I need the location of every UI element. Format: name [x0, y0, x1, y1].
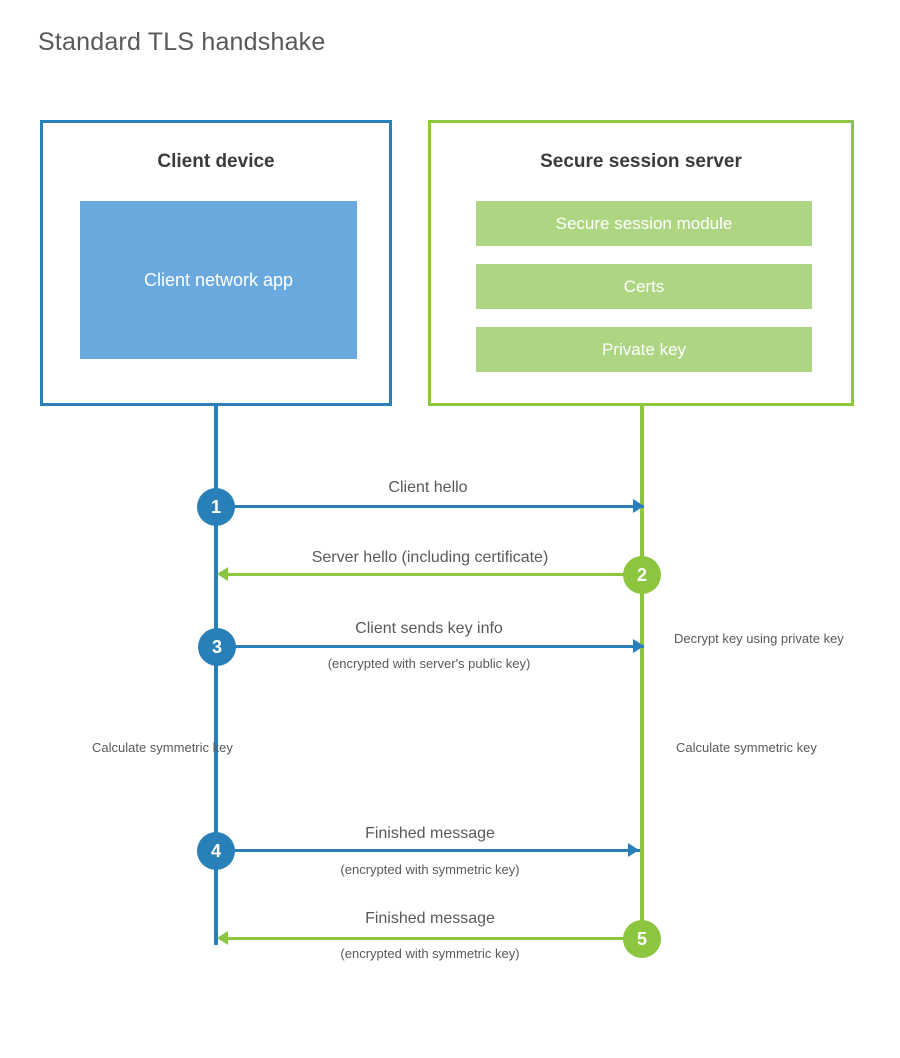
client-device-title: Client device: [157, 151, 275, 172]
server-component-certs: Certs: [476, 264, 812, 309]
message-sublabel-step-5: (encrypted with symmetric key): [340, 946, 520, 961]
arrow-head-step-1: [633, 499, 644, 513]
step-marker-1: 1: [197, 488, 235, 526]
arrow-head-step-5: [217, 931, 228, 945]
arrow-step-4: [216, 849, 640, 852]
arrow-head-step-2: [217, 567, 228, 581]
message-label-step-3: Client sends key info: [355, 620, 503, 637]
arrow-step-1: [216, 505, 644, 508]
message-sublabel-step-4: (encrypted with symmetric key): [340, 862, 520, 877]
arrow-head-step-3: [633, 639, 644, 653]
message-label-step-4: Finished message: [365, 825, 495, 842]
step-marker-2: 2: [623, 556, 661, 594]
arrow-head-step-4: [628, 843, 639, 857]
message-label-step-1: Client hello: [388, 479, 468, 496]
arrow-step-2: [228, 573, 642, 576]
client-device-panel: [40, 120, 392, 406]
message-sublabel-step-3: (encrypted with server's public key): [327, 656, 531, 671]
message-label-step-2: Server hello (including certificate): [311, 549, 549, 566]
server-component-secure-session-module: Secure session module: [476, 201, 812, 246]
secure-session-server-panel: [428, 120, 854, 406]
arrow-step-5: [228, 937, 642, 940]
page-title: Standard TLS handshake: [38, 28, 326, 56]
note-calculate-symmetric-key-server: Calculate symmetric key: [676, 740, 817, 755]
arrow-step-3: [216, 645, 644, 648]
note-calculate-symmetric-key-client: Calculate symmetric key: [92, 740, 233, 755]
server-component-private-key: Private key: [476, 327, 812, 372]
step-marker-4: 4: [197, 832, 235, 870]
step-marker-5: 5: [623, 920, 661, 958]
server-lifeline: [640, 406, 644, 940]
note-decrypt-key: Decrypt key using private key: [674, 631, 844, 646]
secure-session-server-title: Secure session server: [540, 151, 742, 172]
step-marker-3: 3: [198, 628, 236, 666]
client-network-app-box: Client network app: [80, 201, 357, 359]
message-label-step-5: Finished message: [365, 910, 495, 927]
